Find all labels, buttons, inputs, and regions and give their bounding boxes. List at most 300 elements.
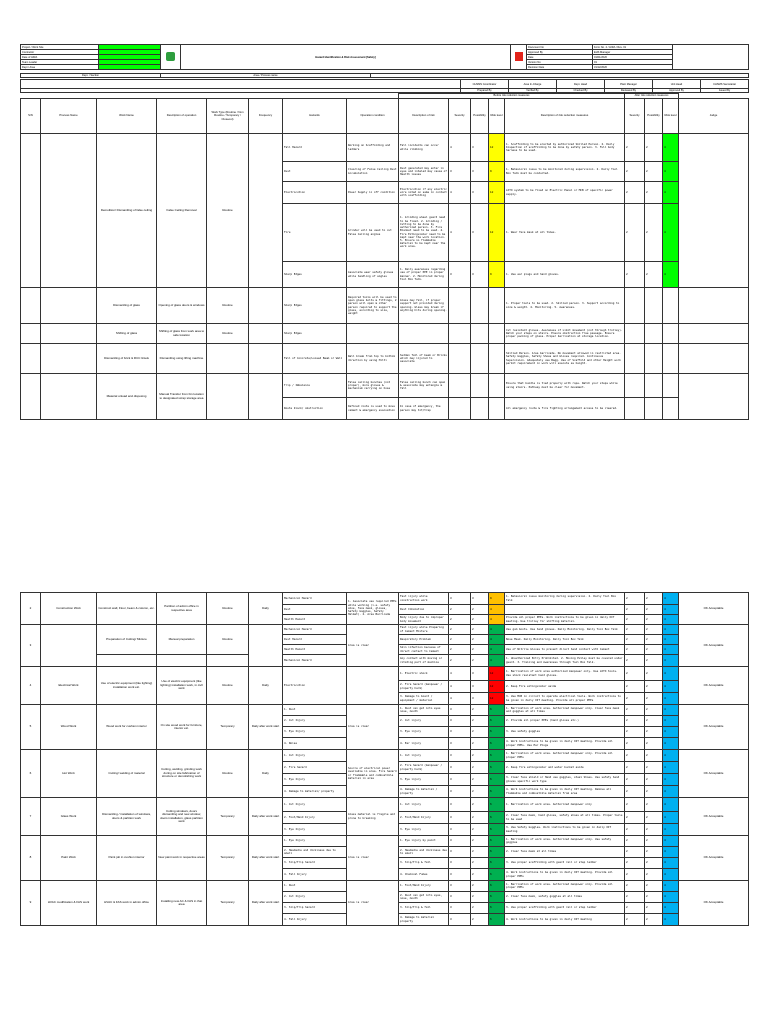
hazard: 1. Dust: [283, 705, 347, 716]
risk-description: In case of emergency, the person may hit/trap: [399, 398, 449, 420]
risk-level: 6: [489, 705, 505, 716]
signature-status: Prepared By: [461, 89, 509, 93]
work-name: Dismantling / installation of windows, doors & partition work: [97, 798, 157, 836]
operation-condition: Defined route is used to move cement & emergency evacuation: [347, 398, 399, 420]
reduction-measures: 3. Clear face shield or Hand use goggles, steel Shoes. Use safety hand gloves specific work type: [505, 774, 625, 786]
possibility: 2: [471, 774, 489, 786]
hazard: Dust: [283, 162, 347, 182]
risk-description: Fast injury while construction work: [399, 593, 449, 605]
work-type: Routine: [207, 593, 249, 625]
operation-condition: Required tools will be used to open glass bolts & fittings, 2 person will open & other person required to support the glass, according to size, weight: [347, 288, 399, 324]
severity-after: 2: [625, 914, 645, 926]
possibility-after: [645, 374, 663, 398]
risk-description: 4. Damage to material / property: [399, 786, 449, 798]
company-logo: [161, 45, 181, 70]
risk-description: 1. Eye injury by paint: [399, 836, 449, 847]
severity: 3: [449, 892, 471, 903]
possibility-after: 2: [645, 762, 663, 774]
dept-label: Dept. / Section: [21, 74, 161, 78]
operation-condition: False ceiling bunches (not proper), more gloves & mechanism carrying on hose: [347, 374, 399, 398]
operation-condition: [347, 667, 399, 705]
serial-number: 8: [21, 836, 41, 881]
risk-level: 4: [489, 655, 505, 667]
risk-level: 6: [489, 727, 505, 738]
header-value-field[interactable]: [99, 65, 161, 70]
severity: 4: [449, 134, 471, 162]
risk-description: 1. Grinding wheel guard need to be fixed. 2. Grinding / Cutting to be done by authorized person. 3. Fire Blanket need to be used. 4. Fire Extinguisher need to be kept near the work location. 5. Ensure no flammable material to be kept near the work area.: [399, 204, 449, 262]
hazard: 3. Eye Injury: [283, 727, 347, 738]
operation-description: Shifting of glass from work area to safe location: [157, 324, 207, 344]
operation-description: [157, 655, 207, 667]
possibility-after: 2: [645, 693, 663, 705]
risk-description: Dust generated may enter in eyes and inhaled may cause of Health issues: [399, 162, 449, 182]
risk-level: 6: [489, 881, 505, 892]
reduction-measures: 2. Clear face mask, safety goggles at all times: [505, 892, 625, 903]
reduction-measures: 4. Work instructions to be given in daily OIT meeting. Provide all proper PPEs. Use Ear Plugs: [505, 738, 625, 750]
risk-level-after: 4: [663, 892, 679, 903]
severity-after: 2: [625, 182, 645, 204]
risk-description: 1. Electric shock: [399, 667, 449, 681]
signature-role: Plant Manager: [605, 80, 653, 89]
after-reduction-label: After risk reduction measures: [625, 94, 679, 99]
possibility: 3: [471, 667, 489, 681]
severity: 4: [449, 667, 471, 681]
before-reduction-label: Before risk reduction measures: [399, 94, 625, 99]
process-name: Paint Work: [41, 836, 97, 881]
frequency: [249, 374, 283, 420]
severity-after: 2: [625, 645, 645, 655]
frequency: [249, 288, 283, 324]
hazard: 4. Fall Injury: [283, 869, 347, 881]
operation-description: New paint work in respective areas: [157, 836, 207, 881]
risk-level-after: 4: [663, 847, 679, 858]
process-name: Electrical Work: [41, 667, 97, 705]
risk-level-after: 4: [663, 693, 679, 705]
risk-level: 12: [489, 693, 505, 705]
serial-number: [21, 344, 41, 374]
severity: 3: [449, 727, 471, 738]
possibility-after: 2: [645, 869, 663, 881]
possibility-after: 2: [645, 667, 663, 681]
risk-level: 4: [489, 605, 505, 615]
reduction-measures: 3. Use Safety Goggles. Work instructions to be given in daily OIT meeting: [505, 824, 625, 836]
risk-level: 9: [489, 262, 505, 288]
risk-table-page-1: [20, 93, 749, 420]
possibility-after: [645, 288, 663, 324]
reduction-measures: 1. Use ear plugs and hand gloves.: [505, 262, 625, 288]
risk-description: 1. Foot/Hand Injury: [399, 881, 449, 892]
severity-after: 2: [625, 262, 645, 288]
frequency: Daily: [249, 667, 283, 705]
severity-after: 2: [625, 847, 645, 858]
severity-after: 2: [625, 824, 645, 836]
signature-role: Area In-Charge: [509, 80, 557, 89]
reduction-measures: Nose Mask. Daily Monitoring. Daily Tool Box Talk: [505, 635, 625, 645]
severity-after: [625, 374, 645, 398]
frequency: Daily after work start: [249, 881, 283, 926]
possibility-after: 2: [645, 593, 663, 605]
risk-level: [489, 344, 505, 374]
table-row: [21, 324, 749, 344]
reduction-measures: 2. Keep fire extinguisher and water bucket aside: [505, 762, 625, 774]
frequency: Daily: [249, 750, 283, 798]
signature-status: Issued By: [701, 89, 749, 93]
table-row: [21, 625, 749, 635]
work-name: Preparation of Cutting/ Mixture: [97, 625, 157, 655]
risk-level: 6: [489, 716, 505, 727]
column-header: Possibility: [645, 99, 663, 134]
frequency: Daily after work start: [249, 798, 283, 836]
severity-after: 2: [625, 881, 645, 892]
risk-level: 6: [489, 858, 505, 869]
reduction-measures: 3. Use proper scaffolding with guard rail or step ladder: [505, 858, 625, 869]
serial-number: 5: [21, 705, 41, 750]
process-name: HVAC modification & FAS work: [41, 881, 97, 926]
risk-level-after: 4: [663, 798, 679, 812]
serial-number: [21, 324, 41, 344]
risk-level: 6: [489, 812, 505, 824]
work-type: Temporary: [207, 705, 249, 750]
possibility: 2: [471, 869, 489, 881]
operation-condition: Working on Scaffolding and ladders: [347, 134, 399, 162]
hazard: Sharp Edges: [283, 288, 347, 324]
table-row: [21, 798, 749, 812]
risk-description: 3. Damage to board / equipment / material: [399, 693, 449, 705]
risk-description: 3. Eye injury: [399, 774, 449, 786]
severity-after: 2: [625, 858, 645, 869]
severity: 3: [449, 881, 471, 892]
work-type: Temporary: [207, 798, 249, 836]
department-bar: [20, 73, 749, 78]
risk-level: 9: [489, 593, 505, 605]
work-type: Routine: [207, 667, 249, 705]
possibility: [471, 288, 489, 324]
header-label: Version No: [527, 60, 593, 65]
severity: 2: [449, 655, 471, 667]
possibility-after: 2: [645, 858, 663, 869]
severity: 2: [449, 625, 471, 635]
risk-level: 6: [489, 750, 505, 762]
risk-level-after: 4: [663, 182, 679, 204]
risk-level-after: 4: [663, 762, 679, 774]
severity: 3: [449, 858, 471, 869]
header-label: Revision Date: [527, 65, 593, 70]
work-type: Routine: [207, 750, 249, 798]
column-header: Description of risk: [399, 99, 449, 134]
judgement: [679, 288, 749, 324]
severity-after: 2: [625, 667, 645, 681]
severity-after: [625, 344, 645, 374]
possibility: 2: [471, 858, 489, 869]
risk-level-after: 4: [663, 705, 679, 716]
possibility-after: 2: [645, 182, 663, 204]
serial-number: [21, 374, 41, 420]
operation-description: Partition of admin office in respective area: [157, 593, 207, 625]
possibility: [471, 374, 489, 398]
hazard: Sharp Edges: [283, 262, 347, 288]
severity: 3: [449, 593, 471, 605]
work-name: Material unload and disposing: [97, 374, 157, 420]
risk-level: 6: [489, 847, 505, 858]
frequency: [249, 344, 283, 374]
reduction-measures: 2. Keep Fire extinguisher aside: [505, 681, 625, 693]
risk-level: 12: [489, 667, 505, 681]
operation-description: Manual preparation: [157, 625, 207, 655]
severity-after: 2: [625, 750, 645, 762]
severity: [449, 324, 471, 344]
dept-blank: [371, 74, 749, 78]
hazard: Route block/ obstruction: [283, 398, 347, 420]
reduction-measures: 1. Behavioral issue monitoring during supervision. 2. Daily Tool Box Talk: [505, 593, 625, 605]
severity: 3: [449, 786, 471, 798]
column-header: Operation condition: [347, 99, 399, 134]
possibility: 2: [471, 903, 489, 914]
risk-description: 2. Dust can get into eyes, nose, mouth: [399, 892, 449, 903]
possibility: 3: [471, 162, 489, 182]
severity-after: 2: [625, 727, 645, 738]
work-name: Construct wall, Floor, beam & column, etc.: [97, 593, 157, 625]
possibility-after: 2: [645, 615, 663, 625]
possibility: 2: [471, 914, 489, 926]
possibility-after: 2: [645, 716, 663, 727]
severity-after: 2: [625, 812, 645, 824]
risk-level-after: 4: [663, 824, 679, 836]
severity: 2: [449, 635, 471, 645]
possibility-after: 2: [645, 727, 663, 738]
possibility: 3: [471, 262, 489, 288]
frequency: Daily after work start: [249, 836, 283, 881]
risk-level-after: 4: [663, 635, 679, 645]
risk-description: 3. Slip/Trip & fall: [399, 858, 449, 869]
column-header: Work Type (Routine / Non Routine / Temporary / Closeout): [207, 99, 249, 134]
possibility-after: 2: [645, 836, 663, 847]
risk-level: 4: [489, 635, 505, 645]
work-name: Paint job in cushion interior: [97, 836, 157, 881]
possibility: 2: [471, 892, 489, 903]
hazard: Health Hazard: [283, 645, 347, 655]
operation-condition: Wall break from top to bottom direction by using Hilti: [347, 344, 399, 374]
possibility-after: 2: [645, 705, 663, 716]
operation-description: On site wood work for furniture, interior etc.: [157, 705, 207, 750]
severity-after: [625, 288, 645, 324]
severity-after: [625, 398, 645, 420]
frequency: [249, 324, 283, 344]
reduction-measures: 2. Provide all proper PPEs (hand gloves etc.): [505, 716, 625, 727]
hazard: Fire: [283, 204, 347, 262]
hira-page-2: [20, 592, 748, 1024]
possibility-after: 2: [645, 903, 663, 914]
possibility: 2: [471, 727, 489, 738]
severity-after: 2: [625, 705, 645, 716]
brand-logo-icon: [515, 52, 523, 61]
possibility-after: 2: [645, 738, 663, 750]
severity: 2: [449, 605, 471, 615]
risk-description: 4. Ear injury: [399, 738, 449, 750]
severity-after: 2: [625, 774, 645, 786]
reduction-measures: 1. Behavioral issue to be monitored during supervision. 2. Daily Tool Box Talk must be conducted.: [505, 162, 625, 182]
operation-description: Use of electric equipment (like lighting) installation work, in civil work: [157, 667, 207, 705]
signature-status: Approved By: [653, 89, 701, 93]
severity-after: 2: [625, 892, 645, 903]
severity: 3: [449, 836, 471, 847]
leaf-logo-icon: [166, 52, 175, 61]
possibility: [471, 344, 489, 374]
column-header: Risk level: [663, 99, 679, 134]
signature-role: CHSMS Coordinator: [461, 80, 509, 89]
possibility-after: 2: [645, 635, 663, 645]
risk-level-after: 4: [663, 750, 679, 762]
reduction-measures: 1. Wear face mask at all times.: [505, 204, 625, 262]
table-row: [21, 134, 749, 162]
reduction-measures: LOTO system to be fixed on Electric Panel or MCB of specific power supply.: [505, 182, 625, 204]
judgement: [679, 324, 749, 344]
hazard: Trip / Imbalance: [283, 374, 347, 398]
hazard: 3. Eye Injury: [283, 774, 347, 786]
judgement: OK Acceptable: [679, 705, 749, 750]
document-title: Hazard Identification & Risk Assessment [Safety]: [181, 45, 511, 70]
hazard: Sharp Edges: [283, 324, 347, 344]
process-name: [41, 374, 97, 420]
judgement: [679, 344, 749, 374]
severity: 3: [449, 903, 471, 914]
operation-condition: Area is clear: [347, 881, 399, 926]
hazard: Fall of Concrete/Loosed Beam or Wall: [283, 344, 347, 374]
process-name: [41, 625, 97, 667]
header-value: 01/01/2020: [593, 55, 673, 60]
hazard: 3. Eye Injury: [283, 824, 347, 836]
reduction-measures: Use of Nitrile Gloves to prevent direct hand contact with Cement: [505, 645, 625, 655]
hazard: Mechanical Hazard: [283, 593, 347, 605]
reduction-measures: 1. Barrication of work area. Authorized manpower only. Clear face mask and goggles at all times: [505, 705, 625, 716]
hazard: 1. Dust: [283, 881, 347, 892]
risk-level: 6: [489, 914, 505, 926]
process-name: [41, 324, 97, 344]
risk-description: 4. Chemical Fumes: [399, 869, 449, 881]
risk-description: 2. Headache and dizziness due to smell: [399, 847, 449, 858]
risk-level-after: 4: [663, 162, 679, 182]
severity: 3: [449, 162, 471, 182]
possibility: 2: [471, 655, 489, 667]
signature-bar: [20, 79, 749, 93]
risk-description: Any contact with moving or rotating part of machine: [399, 655, 449, 667]
risk-description: [399, 324, 449, 344]
hazard: Mechanical Hazard: [283, 655, 347, 667]
severity: [449, 398, 471, 420]
judgement: OK Acceptable: [679, 798, 749, 836]
severity: 4: [449, 182, 471, 204]
operation-condition: [347, 324, 399, 344]
risk-description: 3. Eye injury: [399, 727, 449, 738]
severity-after: 2: [625, 593, 645, 605]
possibility-after: 2: [645, 625, 663, 635]
severity-after: [625, 324, 645, 344]
risk-table-page-2: [20, 592, 749, 926]
possibility: 3: [471, 182, 489, 204]
work-name: [97, 655, 157, 667]
possibility: 2: [471, 824, 489, 836]
risk-level: [489, 324, 505, 344]
risk-description: 1. Dust can get into eyes nose, mouth: [399, 705, 449, 716]
hazard: 4. Fall Injury: [283, 914, 347, 926]
possibility: 2: [471, 738, 489, 750]
header-value: Form No. 4 / HIRA / Rev. 01: [593, 45, 673, 50]
possibility: [471, 324, 489, 344]
possibility: 2: [471, 615, 489, 625]
severity-after: 2: [625, 204, 645, 262]
risk-level-after: 4: [663, 774, 679, 786]
frequency: Daily after work start: [249, 705, 283, 750]
risk-level-after: 4: [663, 914, 679, 926]
possibility-after: 2: [645, 162, 663, 182]
reduction-measures: Ensure that bundle is tied properly with rope. Watch your steps while using stairs. Pathway must be clear for movement.: [505, 374, 625, 398]
work-type: Temporary: [207, 836, 249, 881]
severity-after: 2: [625, 162, 645, 182]
reduction-measures: 3. Use MCB in circuit to operate electrical tools. Work instructions to be given in daily OIT meeting. Provide all proper PPEs: [505, 693, 625, 705]
severity-after: 2: [625, 655, 645, 667]
header-label: Date: [527, 55, 593, 60]
operation-description: Installing new AC & FAS in that area: [157, 881, 207, 926]
column-header: Process Name: [41, 99, 97, 134]
hazard: Mechanical Hazard: [283, 625, 347, 635]
risk-level: 6: [489, 903, 505, 914]
possibility: 2: [471, 847, 489, 858]
hira-page-1: [20, 44, 748, 504]
judgement: OK Acceptable: [679, 750, 749, 798]
severity-after: 2: [625, 716, 645, 727]
reduction-measures: Provide all proper PPEs. Work instructions to be given in daily OIT meeting. Use trolley for shifting material.: [505, 615, 625, 625]
risk-level: 4: [489, 645, 505, 655]
possibility: 3: [471, 681, 489, 693]
work-name: HVAC & FAS work in admin office: [97, 881, 157, 926]
risk-description: Respiratory Problem: [399, 635, 449, 645]
risk-level-after: [663, 344, 679, 374]
header-label: Date of HIRA: [21, 55, 99, 60]
signature-status: Reviewed By: [605, 89, 653, 93]
column-header: Description of operation: [157, 99, 207, 134]
severity: 3: [449, 798, 471, 812]
operation-condition: Clearing of False Ceiling Dust Accumulation: [347, 162, 399, 182]
hazard: 2. Headache and dizziness due to smell: [283, 847, 347, 858]
risk-level-after: 4: [663, 836, 679, 847]
judgement: OK Acceptable: [679, 593, 749, 625]
operation-condition: Power Supply in off condition: [347, 182, 399, 204]
table-row: [21, 288, 749, 324]
risk-level-after: 4: [663, 812, 679, 824]
serial-number: [21, 134, 41, 288]
partner-logo: [511, 45, 527, 70]
risk-description: 2. Fire hazard (manpower / property harm): [399, 681, 449, 693]
risk-description: Body injury due to improper body movement: [399, 615, 449, 625]
work-type: Routine: [207, 324, 249, 344]
reduction-measures: 3. Use proper scaffolding with guard rail or step ladder: [505, 903, 625, 914]
header-label: Document No: [527, 45, 593, 50]
possibility-after: 2: [645, 204, 663, 262]
severity: 3: [449, 716, 471, 727]
header-label: Team Leader: [21, 60, 99, 65]
hazard: Dust: [283, 605, 347, 615]
work-name: Use of electric equipment (like lighting) installation work etc.: [97, 667, 157, 705]
possibility-after: 2: [645, 847, 663, 858]
risk-level-after: [663, 374, 679, 398]
hazard: 2. Fire hazard: [283, 762, 347, 774]
severity: 2: [449, 645, 471, 655]
risk-level-after: 4: [663, 655, 679, 667]
severity: 2: [449, 615, 471, 625]
possibility: 2: [471, 786, 489, 798]
operation-condition: 1. Associate use required PPEs while working (i.e. safety shoe, face mask, gloves, Safety Goggles, Safety Helmet). 2. Area Barricade: [347, 593, 399, 625]
risk-level-after: 4: [663, 881, 679, 892]
hazard: 2. Foot/Hand Injury: [283, 812, 347, 824]
